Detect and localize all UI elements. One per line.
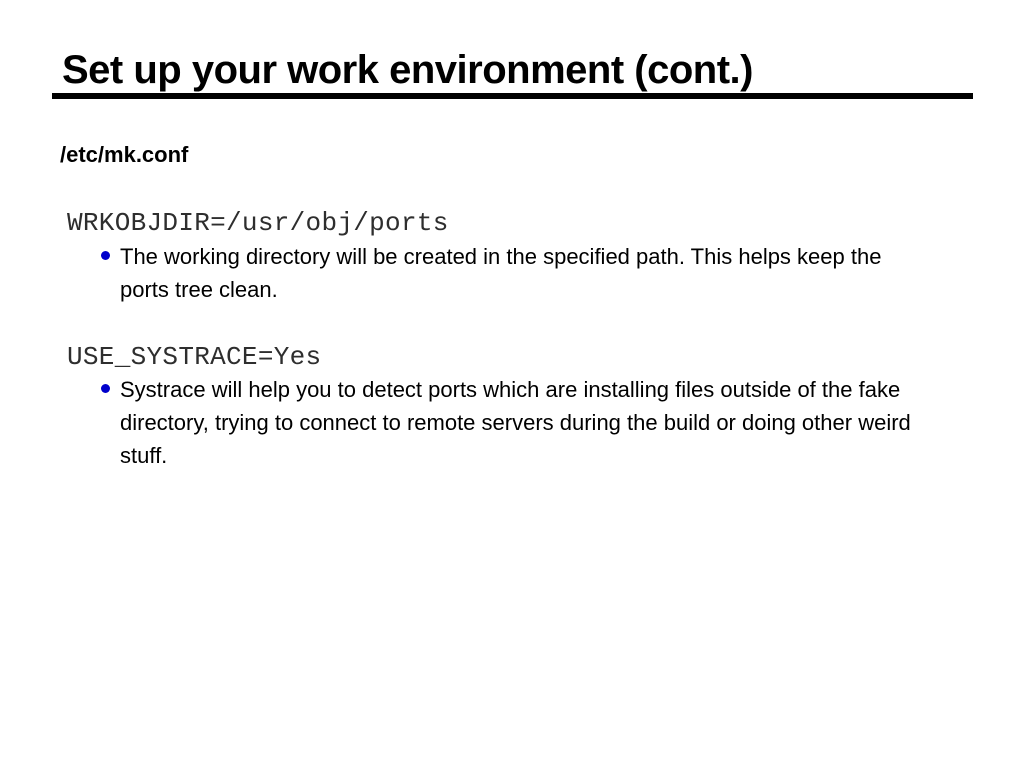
config-file-path-heading: /etc/mk.conf: [60, 142, 189, 167]
slide-title: Set up your work environment (cont.): [62, 48, 753, 92]
code-line-wrkobjdir: WRKOBJDIR=/usr/obj/ports: [67, 208, 449, 238]
code-line-use-systrace: USE_SYSTRACE=Yes: [67, 342, 322, 372]
bullet-item: [101, 373, 933, 472]
title-underline-rule: [52, 93, 973, 99]
bullet-text: The working directory will be created in the specified path. This helps keep the ports tree clean.: [120, 244, 882, 302]
bullet-list-use-systrace: [101, 373, 933, 472]
bullet-text: Systrace will help you to detect ports which are installing files outside of the fake directory, trying to connect to remote servers during the build or doing other weird stuff.: [120, 377, 911, 468]
bullet-dot-icon: [101, 384, 110, 393]
bullet-list-wrkobjdir: [101, 240, 933, 306]
bullet-item: [101, 240, 933, 306]
bullet-dot-icon: [101, 251, 110, 260]
